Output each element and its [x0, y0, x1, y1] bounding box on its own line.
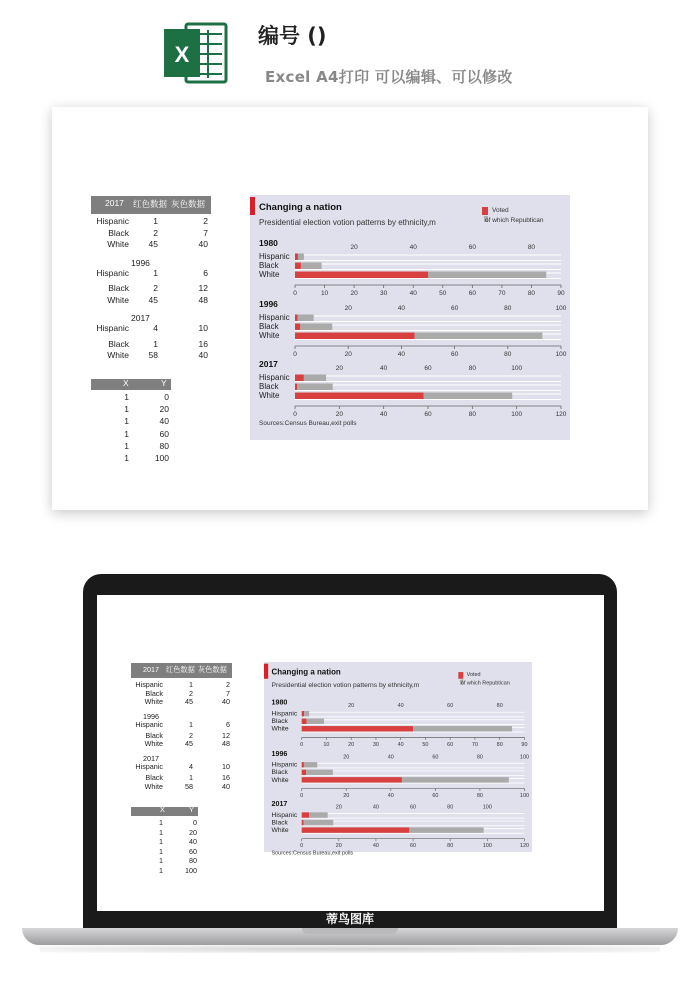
- header-gray-data: 灰色数据: [198, 665, 227, 674]
- bar-voted: [302, 719, 307, 724]
- bottom-tick-label: 30: [372, 741, 379, 748]
- xy-header: [131, 807, 198, 816]
- top-tick-label: 80: [447, 804, 454, 811]
- legend-voted-swatch: [458, 672, 463, 679]
- xy-x-value: 1: [124, 440, 129, 451]
- bar-republican: [301, 263, 322, 270]
- top-tick-label: 60: [468, 244, 476, 251]
- bottom-tick-label: 60: [432, 792, 439, 799]
- xy-x-value: 1: [159, 827, 163, 837]
- bar-voted: [302, 726, 413, 731]
- xy-x-value: 1: [124, 416, 129, 427]
- row-label: Hispanic: [135, 680, 163, 689]
- xy-x-value: 1: [124, 404, 129, 415]
- xy-x-value: 1: [159, 837, 163, 846]
- group-year: 2017: [131, 313, 150, 324]
- xy-header-x: X: [160, 805, 165, 814]
- bar-republican: [402, 777, 509, 782]
- laptop-shadow: [40, 945, 660, 953]
- bar-republican: [306, 770, 333, 775]
- bottom-tick-label: 80: [496, 741, 503, 748]
- bottom-tick-label: 0: [300, 792, 304, 799]
- red-value: 58: [148, 350, 158, 361]
- gray-value: 7: [203, 227, 208, 238]
- document-title: 编号 (): [258, 24, 327, 48]
- top-tick-label: 40: [380, 365, 388, 372]
- panel-year: 1996: [271, 749, 288, 758]
- red-value: 1: [189, 680, 193, 689]
- category-label: Hispanic: [259, 373, 290, 382]
- red-value: 2: [189, 730, 193, 740]
- legend-voted-label: Voted: [492, 207, 509, 214]
- top-tick-label: 20: [343, 754, 350, 761]
- red-value: 1: [153, 338, 158, 349]
- red-value: 45: [185, 739, 193, 749]
- bar-voted: [295, 315, 298, 322]
- category-label: Black: [259, 261, 279, 270]
- bar-republican: [409, 827, 483, 832]
- panel-2017: [272, 800, 529, 849]
- title-accent-bar: [250, 197, 255, 215]
- document-subtitle: Excel A4打印 可以编辑、可以修改: [265, 68, 513, 86]
- gray-value: 16: [198, 338, 208, 349]
- sheet-preview: [52, 107, 648, 510]
- top-tick-label: 100: [555, 305, 567, 312]
- category-label: Hispanic: [271, 761, 298, 769]
- row-label: White: [144, 697, 163, 706]
- bar-republican: [304, 762, 317, 767]
- bottom-tick-label: 10: [320, 290, 329, 297]
- bar-voted: [302, 762, 304, 767]
- bar-voted: [302, 812, 309, 817]
- bar-voted: [295, 384, 297, 391]
- xy-y-value: 100: [185, 865, 197, 875]
- chart-source: Sources:Census Bureau,exit polls: [259, 420, 357, 427]
- xy-header: [91, 379, 171, 390]
- panel-1996: [259, 299, 567, 358]
- top-tick-label: 40: [409, 244, 417, 251]
- bottom-tick-label: 50: [422, 741, 429, 748]
- bar-voted: [295, 324, 300, 331]
- gray-value: 2: [226, 680, 230, 689]
- red-value: 58: [185, 781, 193, 791]
- gray-value: 40: [198, 239, 208, 249]
- category-label: Black: [259, 382, 279, 391]
- bar-voted: [295, 263, 301, 270]
- gray-value: 40: [222, 697, 230, 706]
- bar-republican: [304, 820, 334, 825]
- bar-republican: [428, 272, 546, 279]
- red-value: 1: [153, 267, 158, 278]
- xy-header-y: Y: [161, 378, 167, 388]
- legend-republican-label: of which Repubtican: [460, 680, 510, 687]
- header-year: 2017: [105, 198, 124, 208]
- bottom-tick-label: 20: [344, 351, 352, 358]
- category-label: Hispanic: [271, 811, 298, 819]
- category-label: White: [271, 725, 289, 733]
- row-label: Black: [108, 227, 129, 238]
- top-tick-label: 60: [450, 305, 459, 312]
- row-label: Hispanic: [96, 323, 129, 334]
- bottom-tick-label: 120: [519, 843, 530, 850]
- bar-republican: [309, 812, 328, 817]
- bottom-tick-label: 90: [557, 290, 565, 297]
- top-tick-label: 80: [504, 305, 512, 312]
- bottom-tick-label: 40: [409, 290, 417, 297]
- top-tick-label: 60: [424, 365, 432, 372]
- xy-x-value: 1: [159, 865, 163, 875]
- row-label: Hispanic: [135, 761, 163, 771]
- top-tick-label: 40: [397, 305, 406, 312]
- red-value: 1: [189, 773, 193, 783]
- xy-y-value: 0: [193, 818, 197, 827]
- xy-y-value: 20: [159, 404, 169, 415]
- category-label: Hispanic: [259, 252, 290, 261]
- top-tick-label: 60: [432, 754, 439, 761]
- bar-republican: [297, 384, 332, 391]
- red-value: 2: [189, 688, 193, 698]
- bottom-tick-label: 40: [397, 741, 404, 748]
- bottom-tick-label: 60: [450, 351, 459, 358]
- group-year: 1996: [131, 257, 150, 268]
- bottom-tick-label: 0: [300, 843, 304, 850]
- red-value: 2: [153, 227, 158, 238]
- xy-y-value: 60: [159, 428, 169, 439]
- laptop-chart-panel: [264, 662, 532, 857]
- bar-voted: [302, 820, 304, 825]
- gray-value: 12: [222, 730, 230, 740]
- excel-logo-icon: [162, 20, 228, 86]
- chart-panel: [250, 195, 570, 440]
- bottom-tick-label: 20: [348, 741, 355, 748]
- bottom-tick-label: 40: [380, 411, 388, 418]
- bottom-tick-label: 60: [410, 843, 417, 850]
- panel-1980: [259, 238, 565, 297]
- excel-logo-letter: X: [174, 42, 190, 67]
- chart-subtitle: Presidential election votion patterns by ethnicity,m: [259, 218, 436, 227]
- red-value: 4: [153, 323, 158, 334]
- bottom-tick-label: 60: [447, 741, 454, 748]
- top-tick-label: 100: [511, 365, 523, 372]
- xy-y-value: 80: [159, 440, 169, 451]
- xy-x-value: 1: [124, 428, 129, 439]
- xy-header-y: Y: [189, 805, 194, 814]
- bottom-tick-label: 0: [293, 351, 297, 358]
- header-gray-data: 灰色数据: [171, 199, 206, 209]
- xy-x-value: 1: [124, 453, 129, 463]
- bottom-tick-label: 80: [447, 843, 454, 850]
- top-tick-label: 40: [387, 754, 394, 761]
- gray-value: 7: [226, 688, 230, 698]
- panel-year: 2017: [271, 800, 288, 809]
- category-label: White: [271, 776, 289, 784]
- gray-value: 48: [222, 739, 230, 749]
- top-tick-label: 80: [527, 244, 536, 251]
- bottom-tick-label: 80: [527, 290, 536, 297]
- top-tick-label: 20: [335, 365, 343, 372]
- bottom-tick-label: 40: [397, 351, 406, 358]
- header-year: 2017: [143, 665, 159, 674]
- chart-svg: [250, 195, 570, 440]
- table-header: [131, 663, 232, 678]
- bottom-tick-label: 40: [372, 843, 379, 850]
- bottom-tick-label: 0: [293, 411, 297, 418]
- panel-year: 1980: [259, 238, 278, 248]
- xy-y-value: 80: [189, 856, 197, 865]
- xy-y-value: 20: [189, 827, 197, 837]
- bottom-tick-label: 40: [387, 792, 394, 799]
- gray-value: 16: [222, 773, 230, 783]
- bottom-tick-label: 20: [343, 792, 350, 799]
- xy-y-value: 40: [159, 416, 169, 427]
- category-label: Hispanic: [259, 313, 290, 322]
- red-value: 45: [185, 697, 193, 706]
- bar-republican: [300, 324, 332, 331]
- bar-republican: [298, 315, 314, 322]
- category-label: White: [271, 827, 289, 835]
- bottom-tick-label: 100: [519, 792, 530, 799]
- bar-voted: [302, 711, 304, 716]
- category-label: Black: [271, 769, 288, 777]
- bottom-tick-label: 90: [521, 741, 528, 748]
- row-label: Hispanic: [135, 719, 163, 729]
- bottom-tick-label: 0: [293, 290, 297, 297]
- row-label: White: [144, 781, 163, 791]
- bottom-tick-label: 10: [323, 741, 330, 748]
- bar-republican: [304, 711, 309, 716]
- row-label: Hispanic: [96, 216, 129, 226]
- bar-voted: [295, 375, 304, 382]
- bar-republican: [298, 254, 304, 261]
- red-value: 1: [153, 216, 158, 226]
- top-tick-label: 80: [476, 754, 483, 761]
- row-label: Black: [145, 773, 163, 783]
- top-tick-label: 60: [410, 804, 417, 811]
- header-red-data: 红色数据: [166, 665, 195, 674]
- xy-y-value: 60: [189, 846, 197, 856]
- panel-1980: [272, 699, 528, 748]
- laptop-screen: [97, 595, 604, 911]
- gray-value: 48: [198, 294, 208, 305]
- xy-y-value: 40: [189, 837, 197, 846]
- panel-2017: [259, 359, 567, 418]
- row-label: Hispanic: [96, 267, 129, 278]
- bar-republican: [424, 393, 513, 400]
- top-tick-label: 100: [519, 754, 530, 761]
- row-label: White: [107, 294, 129, 305]
- xy-x-value: 1: [159, 846, 163, 856]
- gray-value: 40: [198, 350, 208, 361]
- category-label: White: [259, 270, 280, 279]
- chart-title: Changing a nation: [259, 202, 342, 213]
- gray-value: 10: [222, 761, 230, 771]
- panel-year: 1996: [259, 299, 278, 309]
- bottom-tick-label: 80: [476, 792, 483, 799]
- category-label: Hispanic: [271, 710, 298, 718]
- chart-svg: [264, 662, 532, 857]
- bottom-tick-label: 80: [468, 411, 476, 418]
- xy-y-value: 100: [154, 453, 169, 463]
- panel-1996: [272, 750, 529, 799]
- bottom-tick-label: 70: [471, 741, 478, 748]
- laptop-brand-label: 蒂鸟图库: [325, 912, 374, 926]
- category-label: White: [259, 331, 280, 340]
- xy-x-value: 1: [159, 856, 163, 865]
- bar-republican: [307, 719, 324, 724]
- xy-header-x: X: [123, 378, 129, 388]
- table-header: [91, 196, 211, 214]
- panel-year: 1980: [271, 698, 288, 707]
- chart-title: Changing a nation: [271, 667, 341, 677]
- bar-voted: [295, 272, 428, 279]
- bottom-tick-label: 120: [555, 411, 567, 418]
- top-tick-label: 20: [344, 305, 352, 312]
- category-label: Black: [259, 322, 279, 331]
- bottom-tick-label: 80: [504, 351, 512, 358]
- chart-subtitle: Presidential election votion patterns by ethnicity,m: [271, 682, 420, 690]
- legend-voted-label: Voted: [466, 672, 481, 679]
- bottom-tick-label: 60: [468, 290, 476, 297]
- top-tick-label: 60: [447, 703, 454, 710]
- bar-republican: [415, 333, 543, 340]
- gray-value: 10: [198, 323, 208, 334]
- row-label: White: [107, 239, 129, 249]
- xy-x-value: 1: [159, 818, 163, 827]
- bottom-tick-label: 20: [335, 411, 343, 418]
- row-label: Black: [145, 730, 163, 740]
- gray-value: 12: [198, 283, 208, 294]
- top-tick-label: 20: [348, 703, 355, 710]
- category-label: Black: [271, 718, 288, 726]
- top-tick-label: 40: [372, 804, 379, 811]
- row-label: White: [144, 739, 163, 749]
- top-tick-label: 80: [468, 365, 476, 372]
- bottom-tick-label: 50: [439, 290, 447, 297]
- group-year: 2017: [143, 753, 159, 763]
- chart-source: Sources:Census Bureau,exit polls: [271, 850, 354, 857]
- bar-voted: [302, 777, 402, 782]
- bottom-tick-label: 0: [300, 741, 304, 748]
- bottom-tick-label: 60: [424, 411, 432, 418]
- xy-x-value: 1: [124, 392, 129, 402]
- red-value: 1: [189, 719, 193, 729]
- category-label: Black: [271, 819, 288, 827]
- gray-value: 6: [203, 267, 208, 278]
- group-year: 1996: [143, 711, 159, 721]
- bottom-tick-label: 20: [335, 843, 342, 850]
- title-accent-bar: [264, 664, 268, 679]
- gray-value: 2: [203, 216, 208, 226]
- laptop-notch: [302, 928, 398, 934]
- bottom-tick-label: 30: [380, 290, 388, 297]
- top-tick-label: 20: [350, 244, 358, 251]
- red-value: 45: [148, 239, 158, 249]
- bottom-tick-label: 100: [482, 843, 492, 850]
- legend-voted-swatch: [482, 207, 488, 215]
- bar-voted: [302, 770, 306, 775]
- row-label: Black: [108, 283, 129, 294]
- bar-republican: [304, 375, 326, 382]
- bottom-tick-label: 100: [555, 351, 567, 358]
- bar-voted: [295, 254, 298, 261]
- top-tick-label: 80: [496, 703, 503, 710]
- bottom-tick-label: 70: [498, 290, 506, 297]
- xy-y-value: 0: [164, 392, 169, 402]
- gray-value: 6: [226, 719, 230, 729]
- gray-value: 40: [222, 781, 230, 791]
- bottom-tick-label: 100: [511, 411, 523, 418]
- bar-voted: [302, 827, 410, 832]
- header-red-data: 红色数据: [133, 199, 168, 209]
- panel-year: 2017: [259, 359, 278, 369]
- bar-voted: [295, 333, 415, 340]
- bar-republican: [413, 726, 512, 731]
- legend-republican-label: of which Repubtican: [485, 217, 544, 224]
- row-label: Black: [108, 338, 129, 349]
- top-tick-label: 20: [335, 804, 342, 811]
- red-value: 4: [189, 761, 193, 771]
- bottom-tick-label: 20: [350, 290, 358, 297]
- red-value: 45: [148, 294, 158, 305]
- category-label: White: [259, 391, 280, 400]
- bar-voted: [295, 393, 424, 400]
- row-label: Black: [145, 688, 163, 698]
- top-tick-label: 100: [482, 804, 492, 811]
- top-tick-label: 40: [397, 703, 404, 710]
- row-label: White: [107, 350, 129, 361]
- red-value: 2: [153, 283, 158, 294]
